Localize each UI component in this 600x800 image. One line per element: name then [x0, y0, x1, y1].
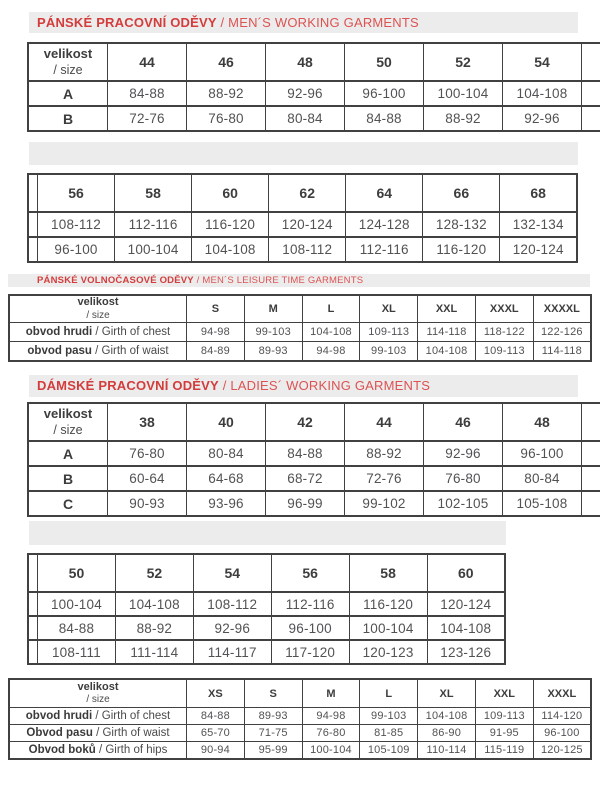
size-column-header: 50 [345, 43, 424, 81]
size-range-cell: 114-118 [533, 341, 591, 361]
size-range-cell: 95-99 [244, 742, 302, 760]
section-header-ladies-working [29, 375, 578, 397]
size-range-cell: 112-116 [115, 212, 192, 237]
table-row [28, 441, 600, 466]
size-range-cell: 120-123 [349, 640, 427, 664]
size-range-cell: 100-104 [424, 81, 503, 106]
row-label: B [28, 106, 108, 131]
size-sublabel: / size [53, 62, 83, 77]
measurement-label-czech: obvod hrudi [25, 325, 93, 338]
measurement-label-czech: obvod pasu [27, 344, 92, 357]
size-column-header: XL [360, 295, 418, 322]
size-column-header: S [244, 679, 302, 708]
section-title-english: / MEN´S WORKING GARMENTS [216, 15, 419, 30]
size-sublabel: / size [86, 694, 110, 706]
measurement-label-czech: Obvod boků [28, 744, 96, 756]
size-range-cell: 84-88 [187, 708, 245, 725]
size-range-cell: 99-103 [360, 341, 418, 361]
size-range-cell: 64-68 [187, 466, 266, 491]
size-range-cell: 99-103 [360, 708, 418, 725]
size-range-cell: 92-96 [424, 441, 503, 466]
size-column-header: 64 [346, 174, 423, 212]
size-column-header: 56 [38, 174, 115, 212]
header-row [28, 174, 577, 212]
size-column-header: 48 [503, 403, 582, 441]
size-range-cell: 99-102 [345, 491, 424, 516]
size-range-cell: 108-112 [38, 212, 115, 237]
size-column-header: 60 [192, 174, 269, 212]
size-range-cell: 94-98 [302, 708, 360, 725]
size-column-header: M [302, 679, 360, 708]
size-sublabel: / size [86, 309, 110, 321]
size-column-header: S [187, 295, 245, 322]
size-range-cell: 90-94 [187, 742, 245, 760]
ladies-working-sizes-table-50-60 [27, 553, 506, 665]
size-range-cell: 104-108 [192, 237, 269, 262]
size-range-cell: 128-132 [423, 212, 500, 237]
size-column-header: 38 [108, 403, 187, 441]
size-range-cell: 120-124 [427, 592, 505, 616]
measurement-label-english: / Girth of waist [91, 344, 169, 357]
size-range-cell: 114-120 [533, 708, 591, 725]
size-range-cell: 109-113 [360, 322, 418, 341]
size-column-header: XXXL [533, 679, 591, 708]
measurement-label-english: / Girth of waist [92, 727, 170, 739]
sliver-cell [28, 237, 38, 262]
table-row [28, 106, 600, 131]
clipped-column-cell [582, 466, 600, 491]
size-range-cell: 104-108 [418, 708, 476, 725]
measurement-label [9, 708, 187, 725]
clipped-column-cell [582, 491, 600, 516]
header-row [9, 679, 591, 708]
velikost-label: velikost [43, 46, 93, 62]
size-range-cell: 94-98 [187, 322, 245, 341]
size-range-cell: 80-84 [266, 106, 345, 131]
size-range-cell: 100-104 [38, 592, 116, 616]
size-column-header: 52 [115, 554, 193, 592]
size-range-cell: 68-72 [266, 466, 345, 491]
size-label-header [28, 403, 108, 441]
size-column-header: XL [418, 679, 476, 708]
table-row [28, 212, 577, 237]
sliver-cell [28, 640, 38, 664]
size-range-cell: 118-122 [475, 322, 533, 341]
clipped-column-cell [582, 106, 600, 131]
size-range-cell: 81-85 [360, 725, 418, 742]
size-column-header: 40 [187, 403, 266, 441]
table-row [28, 466, 600, 491]
measurement-label-czech: Obvod pasu [26, 727, 93, 739]
row-label: C [28, 491, 108, 516]
size-range-cell: 96-100 [503, 441, 582, 466]
size-range-cell: 76-80 [187, 106, 266, 131]
size-range-cell: 122-126 [533, 322, 591, 341]
size-range-cell: 108-112 [269, 237, 346, 262]
size-column-header: XXXXL [533, 295, 591, 322]
velikost-label: velikost [77, 680, 119, 693]
table-row [9, 708, 591, 725]
size-column-header: 68 [500, 174, 577, 212]
size-range-cell: 88-92 [115, 616, 193, 640]
size-range-cell: 60-64 [108, 466, 187, 491]
size-range-cell: 116-120 [192, 212, 269, 237]
clipped-column-cell [582, 441, 600, 466]
size-range-cell: 105-108 [503, 491, 582, 516]
size-range-cell: 110-114 [418, 742, 476, 760]
table-row [9, 742, 591, 760]
size-range-cell: 100-104 [349, 616, 427, 640]
size-range-cell: 89-93 [244, 341, 302, 361]
table-row [28, 640, 505, 664]
size-range-cell: 80-84 [503, 466, 582, 491]
size-column-header: M [244, 295, 302, 322]
size-range-cell: 117-120 [271, 640, 349, 664]
size-range-cell: 120-124 [269, 212, 346, 237]
size-range-cell: 96-100 [345, 81, 424, 106]
size-range-cell: 93-96 [187, 491, 266, 516]
size-range-cell: 84-88 [345, 106, 424, 131]
size-column-header: 58 [115, 174, 192, 212]
measurement-label-czech: obvod hrudi [25, 710, 93, 722]
size-range-cell: 105-109 [360, 742, 418, 760]
clipped-column-cell [582, 43, 600, 81]
size-sublabel: / size [53, 422, 83, 437]
size-column-header: 62 [269, 174, 346, 212]
size-range-cell: 114-118 [418, 322, 476, 341]
size-range-cell: 96-100 [533, 725, 591, 742]
size-range-cell: 76-80 [424, 466, 503, 491]
measurement-label [9, 742, 187, 760]
clipped-column-cell [582, 403, 600, 441]
size-range-cell: 94-98 [302, 341, 360, 361]
size-range-cell: 96-100 [38, 237, 115, 262]
size-range-cell: 116-120 [349, 592, 427, 616]
size-column-header: 60 [427, 554, 505, 592]
sliver-cell [28, 554, 38, 592]
table-row [9, 322, 591, 341]
size-range-cell: 91-95 [475, 725, 533, 742]
size-column-header: 44 [345, 403, 424, 441]
size-column-header: 44 [108, 43, 187, 81]
size-range-cell: 88-92 [345, 441, 424, 466]
size-column-header: 58 [349, 554, 427, 592]
size-column-header: 52 [424, 43, 503, 81]
size-range-cell: 100-104 [302, 742, 360, 760]
header-row [9, 295, 591, 322]
size-range-cell: 112-116 [271, 592, 349, 616]
section-header-mens-leisure [8, 274, 590, 287]
size-label-header [28, 43, 108, 81]
size-column-header: 66 [423, 174, 500, 212]
sliver-cell [28, 616, 38, 640]
table-row [28, 81, 600, 106]
size-range-cell: 104-108 [427, 616, 505, 640]
mens-working-sizes-table-44-54 [27, 42, 600, 132]
size-range-cell: 102-105 [424, 491, 503, 516]
section-title-english: / MEN´S LEISURE TIME GARMENTS [193, 275, 364, 286]
size-column-header: L [302, 295, 360, 322]
ladies-working-sizes-table-38-48 [27, 402, 600, 517]
size-label-header [9, 295, 187, 322]
size-column-header: 46 [187, 43, 266, 81]
ladies-girth-table [8, 678, 592, 760]
size-range-cell: 100-104 [115, 237, 192, 262]
table-row [9, 725, 591, 742]
size-column-header: 46 [424, 403, 503, 441]
mens-working-table-1-wrap [27, 42, 600, 132]
size-range-cell: 104-108 [302, 322, 360, 341]
measurement-label-english: / Girth of hips [95, 744, 168, 756]
size-range-cell: 92-96 [266, 81, 345, 106]
sliver-cell [28, 592, 38, 616]
size-column-header: 42 [266, 403, 345, 441]
size-range-cell: 80-84 [187, 441, 266, 466]
velikost-label: velikost [43, 406, 93, 422]
section-header-mens-working [29, 12, 578, 33]
size-range-cell: 89-93 [244, 708, 302, 725]
ladies-working-table-1-wrap [27, 402, 600, 517]
sliver-cell [28, 212, 38, 237]
size-range-cell: 84-89 [187, 341, 245, 361]
measurement-label-english: / Girth of chest [92, 325, 171, 338]
mens-leisure-girth-table [8, 294, 592, 362]
size-range-cell: 76-80 [108, 441, 187, 466]
size-range-cell: 120-125 [533, 742, 591, 760]
size-range-cell: 72-76 [345, 466, 424, 491]
measurement-label [9, 322, 187, 341]
measurement-label [9, 725, 187, 742]
size-range-cell: 72-76 [108, 106, 187, 131]
size-range-cell: 114-117 [193, 640, 271, 664]
size-column-header: 54 [503, 43, 582, 81]
size-range-cell: 90-93 [108, 491, 187, 516]
size-range-cell: 108-112 [193, 592, 271, 616]
header-row [28, 43, 600, 81]
size-range-cell: 84-88 [266, 441, 345, 466]
size-range-cell: 96-100 [271, 616, 349, 640]
size-range-cell: 96-99 [266, 491, 345, 516]
table-row [28, 491, 600, 516]
size-label-header [9, 679, 187, 708]
size-range-cell: 86-90 [418, 725, 476, 742]
table-row [28, 237, 577, 262]
header-row [28, 554, 505, 592]
velikost-label: velikost [77, 296, 119, 308]
section-title-english: / LADIES´ WORKING GARMENTS [218, 378, 431, 393]
row-label: A [28, 441, 108, 466]
size-range-cell: 88-92 [424, 106, 503, 131]
size-column-header: 54 [193, 554, 271, 592]
size-range-cell: 109-113 [475, 341, 533, 361]
size-column-header: XXL [475, 679, 533, 708]
size-column-header: 50 [38, 554, 116, 592]
size-range-cell: 111-114 [115, 640, 193, 664]
measurement-label [9, 341, 187, 361]
size-column-header: 56 [271, 554, 349, 592]
clipped-column-cell [582, 81, 600, 106]
size-column-header: XXL [418, 295, 476, 322]
measurement-label-english: / Girth of chest [92, 710, 171, 722]
row-label: B [28, 466, 108, 491]
size-range-cell: 124-128 [346, 212, 423, 237]
size-range-cell: 112-116 [346, 237, 423, 262]
size-column-header: XS [187, 679, 245, 708]
separator-bar [29, 142, 578, 165]
row-label: A [28, 81, 108, 106]
table-row [28, 592, 505, 616]
header-row [28, 403, 600, 441]
size-range-cell: 109-113 [475, 708, 533, 725]
size-column-header: XXXL [475, 295, 533, 322]
size-range-cell: 120-124 [500, 237, 577, 262]
separator-bar [29, 521, 506, 545]
table-row [28, 616, 505, 640]
section-title-czech: DÁMSKÉ PRACOVNÍ ODĚVY [37, 378, 219, 393]
size-range-cell: 116-120 [423, 237, 500, 262]
section-title-czech: PÁNSKÉ VOLNOČASOVÉ ODĚVY [37, 275, 194, 286]
size-range-cell: 115-119 [475, 742, 533, 760]
size-range-cell: 132-134 [500, 212, 577, 237]
size-column-header: 48 [266, 43, 345, 81]
size-range-cell: 84-88 [38, 616, 116, 640]
size-range-cell: 92-96 [503, 106, 582, 131]
section-title-czech: PÁNSKÉ PRACOVNÍ ODĚVY [37, 15, 217, 30]
size-range-cell: 123-126 [427, 640, 505, 664]
size-range-cell: 104-108 [503, 81, 582, 106]
size-range-cell: 99-103 [244, 322, 302, 341]
table-row [9, 341, 591, 361]
size-range-cell: 71-75 [244, 725, 302, 742]
size-range-cell: 92-96 [193, 616, 271, 640]
size-range-cell: 84-88 [108, 81, 187, 106]
size-range-cell: 108-111 [38, 640, 116, 664]
sliver-cell [28, 174, 38, 212]
size-range-cell: 104-108 [115, 592, 193, 616]
size-range-cell: 104-108 [418, 341, 476, 361]
size-column-header: L [360, 679, 418, 708]
size-range-cell: 76-80 [302, 725, 360, 742]
size-range-cell: 88-92 [187, 81, 266, 106]
mens-working-sizes-table-56-68 [27, 173, 578, 263]
size-range-cell: 65-70 [187, 725, 245, 742]
